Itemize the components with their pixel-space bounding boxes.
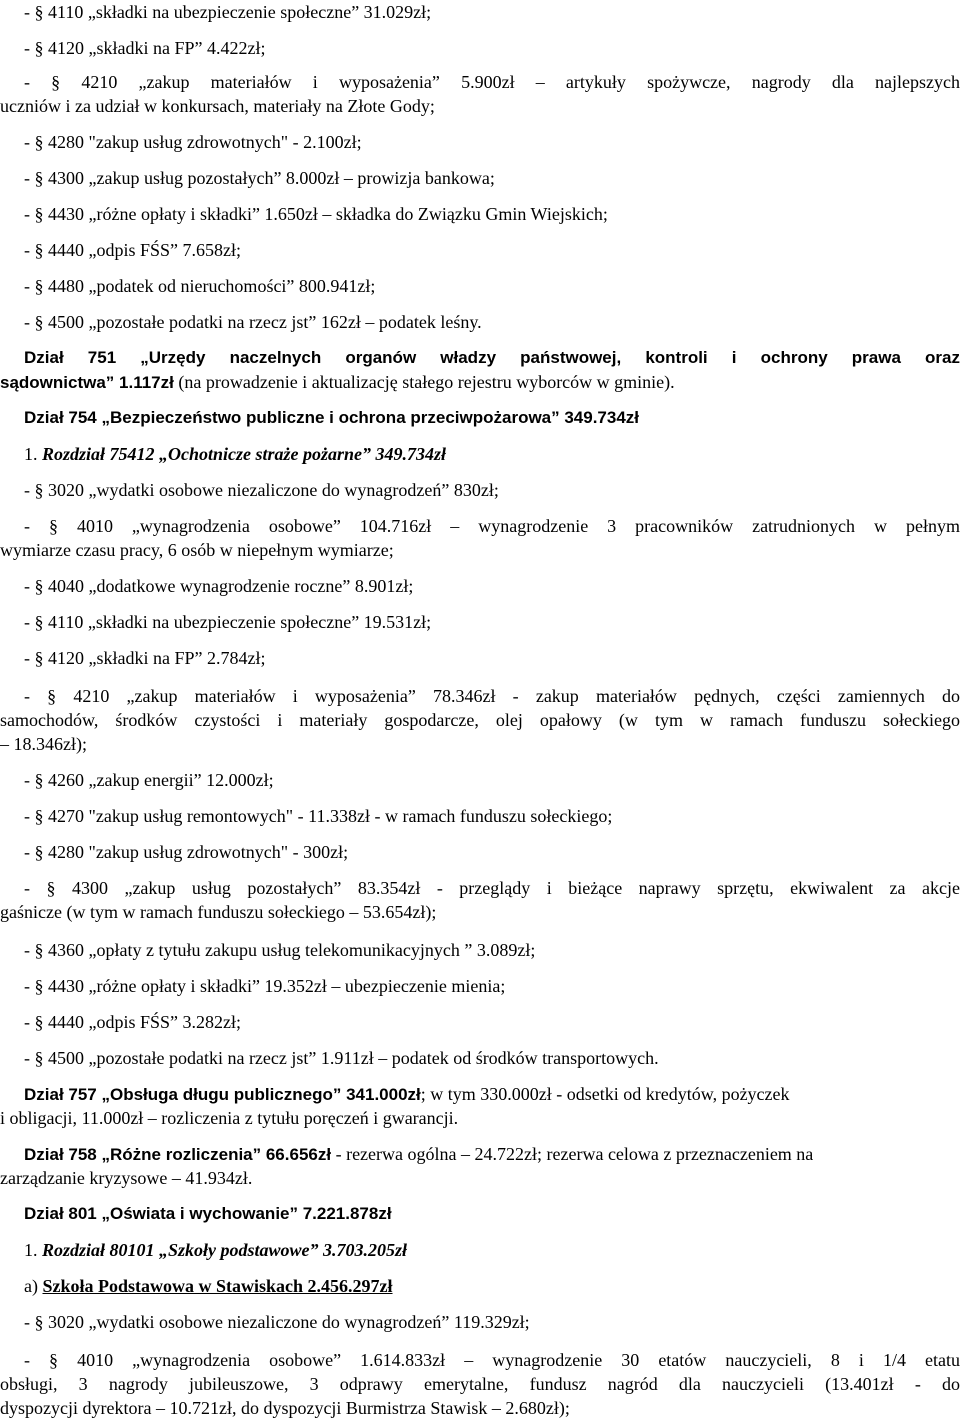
text-line: - § 3020 „wydatki osobowe niezaliczone do wynagrodzeń” 830zł;: [24, 480, 499, 500]
text-line: - § 4440 „odpis FŚS” 7.658zł;: [24, 240, 242, 260]
text-line: - § 4010 „wynagrodzenia osobowe” 1.614.833zł – wynagrodzenie 30 etatów nauczycieli, 8 i 1/4 etatu: [24, 1350, 960, 1370]
text-line: - § 4010 „wynagrodzenia osobowe” 104.716zł – wynagrodzenie 3 pracowników zatrudnionych w pełnym: [24, 516, 960, 536]
text-line: obsługi, 3 nagrody jubileuszowe, 3 odprawy emerytalne, fundusz nagród dla nauczycieli (13.401zł - do: [0, 1374, 960, 1394]
list-letter: a): [24, 1276, 43, 1296]
list-number: 1.: [24, 444, 42, 464]
section-heading: Dział 757 „Obsługa długu publicznego” 341.000zł: [24, 1085, 421, 1104]
text-line: - § 4270 "zakup usług remontowych" - 11.338zł - w ramach funduszu sołeckiego;: [24, 806, 613, 826]
text-line: - § 4110 „składki na ubezpieczenie społeczne” 31.029zł;: [24, 2, 432, 22]
school-heading: Szkoła Podstawowa w Stawiskach 2.456.297zł: [42, 1276, 393, 1296]
subsection-heading: Rozdział 75412 „Ochotnicze straże pożarne” 349.734zł: [42, 444, 447, 464]
text-fragment: ; w tym 330.000zł - odsetki od kredytów, pożyczek: [420, 1084, 790, 1104]
text-line: samochodów, środków czystości i materiały gospodarcze, olej opałowy (w tym w ramach funduszu sołeckiego: [0, 710, 960, 730]
text-line: - § 4040 „dodatkowe wynagrodzenie roczne” 8.901zł;: [24, 576, 414, 596]
text-line: - § 4300 „zakup usług pozostałych” 8.000zł – prowizja bankowa;: [24, 168, 495, 188]
text-line: - § 4430 „różne opłaty i składki” 1.650zł – składka do Związku Gmin Wiejskich;: [24, 204, 608, 224]
text-line: - § 4110 „składki na ubezpieczenie społeczne” 19.531zł;: [24, 612, 432, 632]
text-line: wymiarze czasu pracy, 6 osób w niepełnym wymiarze;: [0, 540, 394, 560]
text-fragment: - rezerwa ogólna – 24.722zł; rezerwa celowa z przeznaczeniem na: [331, 1144, 814, 1164]
text-line: - § 4260 „zakup energii” 12.000zł;: [24, 770, 274, 790]
text-line: - § 4430 „różne opłaty i składki” 19.352zł – ubezpieczenie mienia;: [24, 976, 506, 996]
text-line: - § 3020 „wydatki osobowe niezaliczone do wynagrodzeń” 119.329zł;: [24, 1312, 530, 1332]
section-heading-end: sądownictwa” 1.117zł: [0, 373, 174, 392]
section-heading: Dział 801 „Oświata i wychowanie” 7.221.878zł: [24, 1204, 392, 1223]
text-line: [24, 1238, 960, 1262]
text-line: dyspozycji dyrektora – 10.721zł, do dyspozycji Burmistrza Stawisk – 2.680zł);: [0, 1398, 570, 1418]
text-line: - § 4360 „opłaty z tytułu zakupu usług telekomunikacyjnych ” 3.089zł;: [24, 940, 536, 960]
text-line: - § 4280 "zakup usług zdrowotnych" - 2.100zł;: [24, 132, 362, 152]
text-line: [24, 442, 960, 466]
text-line: [24, 1274, 960, 1298]
text-line: [24, 1082, 960, 1107]
text-fragment: (na prowadzenie i aktualizację stałego rejestru wyborców w gminie).: [173, 372, 675, 392]
subsection-heading: Rozdział 80101 „Szkoły podstawowe” 3.703.205zł: [42, 1240, 408, 1260]
section-heading: Dział 751 „Urzędy naczelnych organów władzy państwowej, kontroli i ochrony prawa oraz: [24, 348, 960, 367]
text-line: - § 4480 „podatek od nieruchomości” 800.941zł;: [24, 276, 376, 296]
text-line: - § 4120 „składki na FP” 2.784zł;: [24, 648, 266, 668]
text-line: - § 4120 „składki na FP” 4.422zł;: [24, 38, 266, 58]
text-line: - § 4500 „pozostałe podatki na rzecz jst” 1.911zł – podatek od środków transportowych.: [24, 1048, 659, 1068]
text-line: uczniów i za udział w konkursach, materiały na Złote Gody;: [0, 96, 435, 116]
text-line: zarządzanie kryzysowe – 41.934zł.: [0, 1168, 253, 1188]
text-line: - § 4210 „zakup materiałów i wyposażenia” 78.346zł - zakup materiałów pędnych, części zamiennych do: [24, 686, 960, 706]
text-line: gaśnicze (w tym w ramach funduszu sołeckiego – 53.654zł);: [0, 902, 437, 922]
text-line: - § 4500 „pozostałe podatki na rzecz jst” 162zł – podatek leśny.: [24, 312, 482, 332]
section-heading: Dział 754 „Bezpieczeństwo publiczne i ochrona przeciwpożarowa” 349.734zł: [24, 408, 640, 427]
text-line: - § 4210 „zakup materiałów i wyposażenia” 5.900zł – artykuły spożywcze, nagrody dla najlepszych: [24, 72, 960, 92]
text-line: - § 4300 „zakup usług pozostałych” 83.354zł - przeglądy i bieżące naprawy sprzętu, ekwiwalent za akcje: [24, 878, 960, 898]
text-line: [24, 1142, 960, 1167]
text-line: i obligacji, 11.000zł – rozliczenia z tytułu poręczeń i gwarancji.: [0, 1108, 459, 1128]
text-line: – 18.346zł);: [0, 734, 87, 754]
text-line: - § 4280 "zakup usług zdrowotnych" - 300zł;: [24, 842, 349, 862]
section-heading: Dział 758 „Różne rozliczenia” 66.656zł: [24, 1145, 332, 1164]
list-number: 1.: [24, 1240, 42, 1260]
text-line: [0, 370, 960, 395]
text-line: - § 4440 „odpis FŚS” 3.282zł;: [24, 1012, 242, 1032]
